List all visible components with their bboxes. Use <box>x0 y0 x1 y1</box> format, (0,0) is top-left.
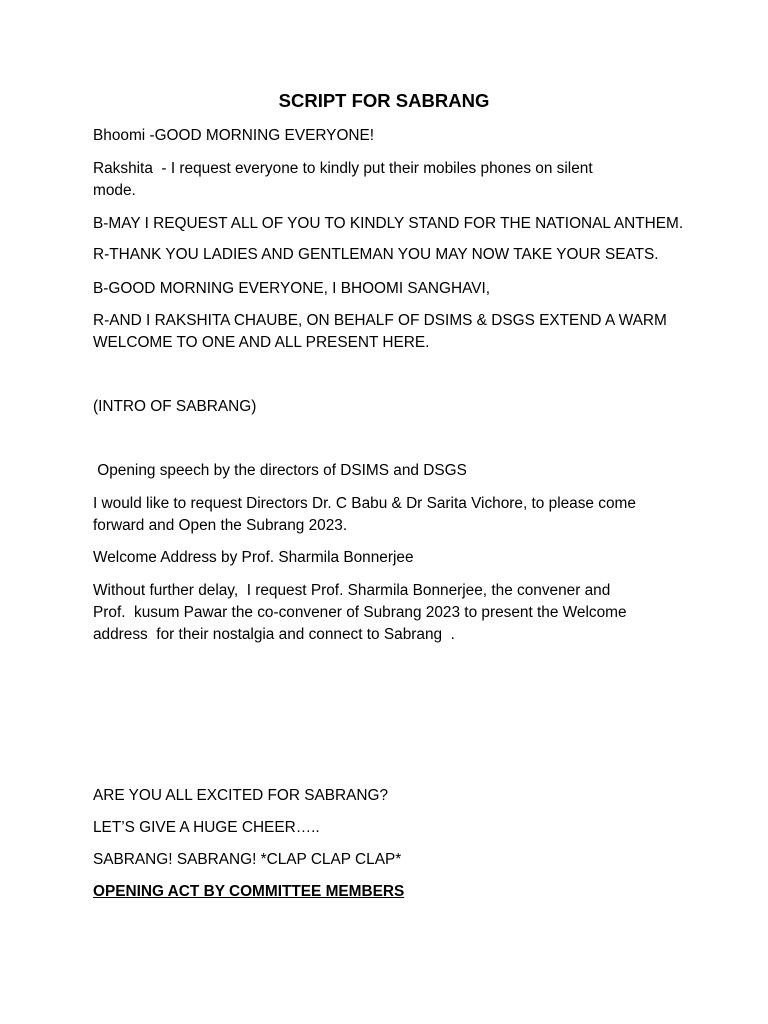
script-heading-opening-act: OPENING ACT BY COMMITTEE MEMBERS <box>93 883 405 900</box>
script-line-anthem: B-MAY I REQUEST ALL OF YOU TO KINDLY STAND FOR THE NATIONAL ANTHEM. <box>93 215 684 232</box>
script-line-directors-request-cont: forward and Open the Subrang 2023. <box>93 517 348 534</box>
script-heading-welcome-address: Welcome Address by Prof. Sharmila Bonnerjee <box>93 549 414 566</box>
script-line-cheer: LET’S GIVE A HUGE CHEER….. <box>93 819 320 836</box>
script-heading-opening-speech: Opening speech by the directors of DSIMS and DSGS <box>93 462 467 479</box>
script-line-excited: ARE YOU ALL EXCITED FOR SABRANG? <box>93 787 389 804</box>
script-line-intro-rakshita: R-AND I RAKSHITA CHAUBE, ON BEHALF OF DSIMS & DSGS EXTEND A WARM <box>93 312 667 329</box>
script-line-chant: SABRANG! SABRANG! *CLAP CLAP CLAP* <box>93 851 402 868</box>
script-line-silent-request: Rakshita - I request everyone to kindly put their mobiles phones on silent <box>93 160 593 177</box>
script-line-intro-sabrang: (INTRO OF SABRANG) <box>93 398 257 415</box>
script-line-seats: R-THANK YOU LADIES AND GENTLEMAN YOU MAY NOW TAKE YOUR SEATS. <box>93 246 659 263</box>
script-line-convener-request-cont: Prof. kusum Pawar the co-convener of Subrang 2023 to present the Welcome <box>93 604 627 621</box>
script-line-convener-request: Without further delay, I request Prof. Sharmila Bonnerjee, the convener and <box>93 582 611 599</box>
script-line-directors-request: I would like to request Directors Dr. C Babu & Dr Sarita Vichore, to please come <box>93 495 636 512</box>
document-title: SCRIPT FOR SABRANG <box>278 90 490 111</box>
script-line-intro-rakshita-cont: WELCOME TO ONE AND ALL PRESENT HERE. <box>93 334 430 351</box>
script-line-convener-request-end: address for their nostalgia and connect to Sabrang . <box>93 626 455 643</box>
script-line-greeting: Bhoomi -GOOD MORNING EVERYONE! <box>93 127 375 144</box>
script-line-silent-request-cont: mode. <box>93 182 136 199</box>
script-line-intro-bhoomi: B-GOOD MORNING EVERYONE, I BHOOMI SANGHAVI, <box>93 280 491 297</box>
